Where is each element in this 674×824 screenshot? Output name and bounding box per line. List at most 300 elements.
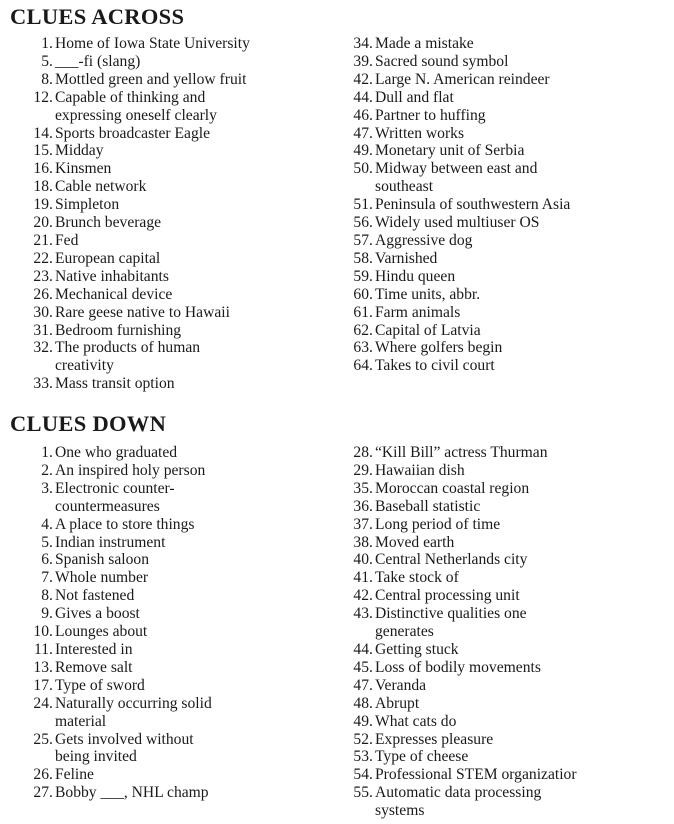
clue-text-line: Abrupt [375, 694, 420, 712]
clue-number-dot: . [369, 106, 373, 124]
clue-text-line: A place to store things [55, 515, 195, 533]
clue-number-dot: . [369, 160, 373, 178]
clue-number-dot: . [49, 231, 53, 249]
clue-number: 59 [353, 267, 369, 285]
clue-number-dot: . [49, 623, 53, 641]
clue-number: 12 [33, 88, 49, 106]
clue-item [342, 232, 674, 250]
clue-number-dot: . [369, 52, 373, 70]
clue-item [342, 268, 674, 286]
clue-item [22, 605, 346, 623]
clue-item [342, 357, 674, 375]
clue-number-dot: . [49, 766, 53, 784]
down-heading: CLUES DOWN [10, 411, 167, 436]
clue-text-line: Dull and flat [375, 88, 454, 106]
clue-number: 57 [353, 231, 369, 249]
clue-number: 39 [353, 52, 369, 70]
clue-number: 17 [33, 676, 49, 694]
clue-number: 49 [353, 712, 369, 730]
clue-number: 50 [353, 160, 369, 178]
clue-text [375, 160, 537, 196]
clue-number-dot: . [369, 231, 373, 249]
clue-text-line: Simpleton [55, 196, 120, 214]
clue-text-line: Spanish saloon [55, 551, 149, 569]
clue-number: 26 [33, 285, 49, 303]
clue-text [375, 784, 541, 820]
clue-item [22, 250, 346, 268]
clue-item [22, 462, 346, 480]
clue-number-dot: . [369, 497, 373, 515]
clue-text [55, 480, 175, 516]
clue-text [55, 641, 133, 659]
clue-item [22, 196, 346, 214]
down-clues-left-column [22, 444, 346, 802]
clue-number: 1 [41, 35, 49, 52]
clue-text [375, 125, 464, 143]
clue-number-dot: . [49, 196, 53, 214]
clue-number-dot: . [369, 730, 373, 748]
clue-number-dot: . [49, 533, 53, 551]
clue-text [375, 695, 419, 713]
clue-text [375, 498, 480, 516]
clue-text-line: Not fastened [55, 587, 135, 605]
clue-item [342, 196, 674, 214]
clue-number: 20 [33, 214, 49, 232]
clue-text-line: creativity [55, 357, 114, 375]
clue-text-line: countermeasures [55, 497, 160, 515]
clue-item [22, 268, 346, 286]
clue-text-line: Getting stuck [375, 640, 459, 658]
across-heading: CLUES ACROSS [10, 4, 185, 29]
clue-item [22, 516, 346, 534]
clue-text [375, 322, 481, 340]
clue-text [375, 339, 502, 357]
clue-text [55, 784, 209, 802]
clue-text-line: Varnished [375, 249, 438, 267]
clue-number: 8 [41, 70, 49, 88]
clue-text-line: An inspired holy person [55, 461, 206, 479]
clue-number-dot: . [369, 784, 373, 802]
clue-number: 41 [353, 569, 369, 587]
clue-number-dot: . [369, 444, 373, 461]
clue-number-dot: . [49, 285, 53, 303]
clue-text-line: Interested in [55, 640, 133, 658]
clue-number: 42 [353, 70, 369, 88]
clue-text-line: Written works [375, 124, 465, 142]
clue-text-line: Central processing unit [375, 587, 520, 605]
clue-number-dot: . [49, 142, 53, 160]
clue-text-line: southeast [375, 178, 434, 196]
clue-text [55, 160, 111, 178]
clue-number: 25 [33, 730, 49, 748]
clue-number: 43 [353, 605, 369, 623]
clue-number-dot: . [49, 321, 53, 339]
clue-number: 26 [33, 766, 49, 784]
clue-text-line: Professional STEM organizatior [375, 766, 577, 784]
clue-number-dot: . [369, 196, 373, 214]
clue-item [342, 641, 674, 659]
clue-number-dot: . [49, 160, 53, 178]
clue-number: 46 [353, 106, 369, 124]
clue-number: 44 [353, 640, 369, 658]
clue-number-dot: . [369, 303, 373, 321]
clue-text [375, 35, 474, 53]
clue-text-line: Indian instrument [55, 533, 166, 551]
clue-number: 37 [353, 515, 369, 533]
clue-item [342, 250, 674, 268]
clue-text-line: What cats do [375, 712, 457, 730]
clue-text-line: Midway between east and [375, 160, 538, 178]
clue-item [22, 551, 346, 569]
clue-number: 9 [41, 605, 49, 623]
clue-number-dot: . [369, 515, 373, 533]
clue-number-dot: . [369, 70, 373, 88]
clue-number: 47 [353, 124, 369, 142]
clue-text [55, 35, 250, 53]
clue-number-dot: . [49, 640, 53, 658]
clue-text [375, 480, 529, 498]
clue-number: 47 [353, 676, 369, 694]
clue-text-line: Take stock of [375, 569, 459, 587]
clue-text-line: Fed [55, 231, 79, 249]
clue-text-line: Whole number [55, 569, 149, 587]
clue-item [342, 587, 674, 605]
clue-item [22, 569, 346, 587]
clue-text-line: Type of cheese [375, 748, 469, 766]
clue-item [22, 53, 346, 71]
clue-number: 3 [41, 479, 49, 497]
clue-text-line: Time units, abbr. [375, 285, 481, 303]
clue-item [342, 462, 674, 480]
clue-number: 5 [41, 533, 49, 551]
clue-number: 14 [33, 124, 49, 142]
clue-item [342, 214, 674, 232]
clue-number-dot: . [49, 124, 53, 142]
clue-text-line: Capable of thinking and [55, 88, 206, 106]
clue-text [375, 516, 500, 534]
clue-number: 55 [353, 784, 369, 802]
clue-item [342, 731, 674, 749]
clue-text-line: Type of sword [55, 676, 145, 694]
clue-text-line: Electronic counter- [55, 479, 175, 497]
clue-text [55, 196, 119, 214]
clue-item [342, 142, 674, 160]
clue-text-line: Baseball statistic [375, 497, 481, 515]
clue-text [375, 587, 520, 605]
clue-text [375, 214, 539, 232]
clue-text [55, 71, 246, 89]
clue-item [22, 444, 346, 462]
clue-item [342, 53, 674, 71]
clue-number-dot: . [49, 214, 53, 232]
clue-text [375, 551, 527, 569]
clue-text [55, 89, 217, 125]
clue-item [22, 587, 346, 605]
clue-item [22, 659, 346, 677]
clue-item [342, 516, 674, 534]
clue-number-dot: . [49, 70, 53, 88]
clue-number: 30 [33, 303, 49, 321]
clue-item [342, 551, 674, 569]
clue-number-dot: . [369, 712, 373, 730]
clue-number-dot: . [369, 587, 373, 605]
clue-text [375, 107, 486, 125]
clue-item [22, 339, 346, 375]
clue-text [375, 641, 459, 659]
clue-item [22, 534, 346, 552]
clue-text [55, 766, 94, 784]
clue-number: 64 [353, 357, 369, 375]
clue-text-line: Capital of Latvia [375, 321, 481, 339]
clue-text-line: Home of Iowa State University [55, 35, 250, 52]
clue-text-line: Veranda [375, 676, 427, 694]
clue-text-line: Peninsula of southwestern Asia [375, 196, 571, 214]
clue-item [22, 731, 346, 767]
clue-number-dot: . [369, 748, 373, 766]
clue-number-dot: . [369, 321, 373, 339]
across-clues-left-column [22, 35, 346, 393]
clue-number-dot: . [369, 249, 373, 267]
clue-text [375, 748, 468, 766]
clue-number: 8 [41, 587, 49, 605]
clue-text [375, 89, 454, 107]
clue-item [22, 35, 346, 53]
clue-number: 2 [41, 461, 49, 479]
clue-text-line: One who graduated [55, 444, 178, 461]
clue-text [55, 551, 149, 569]
clue-text [375, 659, 541, 677]
clue-text-line: Widely used multiuser OS [375, 214, 540, 232]
clue-text [375, 286, 480, 304]
clue-number: 49 [353, 142, 369, 160]
clue-number-dot: . [369, 285, 373, 303]
clue-item [22, 623, 346, 641]
clue-number: 5 [41, 52, 49, 70]
clue-number-dot: . [49, 461, 53, 479]
clue-text-line: The products of human [55, 339, 201, 357]
clue-text [375, 605, 527, 641]
clue-item [22, 677, 346, 695]
clue-item [342, 695, 674, 713]
clue-number-dot: . [49, 479, 53, 497]
clue-text [55, 214, 161, 232]
clue-text-line: Gives a boost [55, 605, 140, 623]
across-clues-right-column [342, 35, 674, 375]
clue-item [22, 766, 346, 784]
clue-text [375, 713, 456, 731]
clue-number: 27 [33, 784, 49, 802]
clue-item [22, 142, 346, 160]
clue-text-line: Remove salt [55, 658, 133, 676]
clue-number: 23 [33, 267, 49, 285]
clue-text-line: “Kill Bill” actress Thurman [375, 444, 548, 461]
clue-number: 33 [33, 375, 49, 393]
clue-number: 60 [353, 285, 369, 303]
clue-item [342, 605, 674, 641]
clue-number: 34 [353, 35, 369, 52]
clue-number-dot: . [49, 303, 53, 321]
clue-text [375, 268, 455, 286]
clue-item [342, 322, 674, 340]
clue-number: 4 [41, 515, 49, 533]
clue-item [22, 125, 346, 143]
clue-item [22, 695, 346, 731]
clue-text-line: Where golfers begin [375, 339, 503, 357]
clue-text [55, 178, 146, 196]
clue-text [55, 286, 172, 304]
clue-number: 61 [353, 303, 369, 321]
clue-text-line: Rare geese native to Hawaii [55, 303, 230, 321]
clue-number: 10 [33, 623, 49, 641]
clue-item [22, 304, 346, 322]
clue-number: 56 [353, 214, 369, 232]
clue-item [342, 160, 674, 196]
clue-number-dot: . [369, 35, 373, 52]
clue-text-line: Native inhabitants [55, 267, 169, 285]
clue-item [22, 71, 346, 89]
clue-text-line: Made a mistake [375, 35, 474, 52]
clue-item [22, 641, 346, 659]
clue-text [55, 695, 212, 731]
clue-number: 51 [353, 196, 369, 214]
clue-text-line: systems [375, 802, 425, 820]
clue-number-dot: . [369, 533, 373, 551]
clue-number: 36 [353, 497, 369, 515]
clue-number: 21 [33, 231, 49, 249]
clue-item [22, 89, 346, 125]
clue-number: 44 [353, 88, 369, 106]
clue-item [342, 784, 674, 820]
clue-number: 24 [33, 694, 49, 712]
clue-number-dot: . [49, 339, 53, 357]
clue-item [342, 713, 674, 731]
clue-item [342, 498, 674, 516]
clue-text-line: being invited [55, 748, 137, 766]
clue-number-dot: . [369, 569, 373, 587]
clue-text-line: Farm animals [375, 303, 461, 321]
clue-number: 54 [353, 766, 369, 784]
clue-text [375, 534, 454, 552]
clue-text-line: expressing oneself clearly [55, 106, 217, 124]
clue-text [375, 304, 460, 322]
clue-text-line: Long period of time [375, 515, 501, 533]
clue-text [55, 534, 165, 552]
clue-text [375, 677, 426, 695]
clue-number-dot: . [49, 605, 53, 623]
clue-number-dot: . [49, 267, 53, 285]
clue-number: 45 [353, 658, 369, 676]
clue-number-dot: . [369, 658, 373, 676]
clue-text-line: Automatic data processing [375, 784, 542, 802]
clue-number-dot: . [369, 88, 373, 106]
clue-text-line: Monetary unit of Serbia [375, 142, 525, 160]
clue-number-dot: . [49, 35, 53, 52]
clue-text-line: Takes to civil court [375, 357, 495, 375]
clue-number-dot: . [369, 694, 373, 712]
clue-item [342, 107, 674, 125]
clue-text [55, 605, 140, 623]
clue-number: 35 [353, 479, 369, 497]
clue-text-line: Central Netherlands city [375, 551, 528, 569]
clue-text-line: Sacred sound symbol [375, 52, 509, 70]
clue-item [342, 677, 674, 695]
clue-text [375, 53, 508, 71]
clue-number-dot: . [49, 52, 53, 70]
clue-text-line: Midday [55, 142, 104, 160]
clue-item [342, 534, 674, 552]
clue-number-dot: . [49, 444, 53, 461]
clue-number-dot: . [369, 461, 373, 479]
clue-text-line: Gets involved without [55, 730, 194, 748]
clue-text [55, 375, 175, 393]
clue-number-dot: . [369, 605, 373, 623]
clue-number: 6 [41, 551, 49, 569]
clue-number: 63 [353, 339, 369, 357]
clue-text [55, 516, 194, 534]
clue-text [375, 250, 437, 268]
clue-item [22, 178, 346, 196]
clue-number-dot: . [369, 357, 373, 375]
clue-text-line: generates [375, 623, 434, 641]
clue-number: 7 [41, 569, 49, 587]
clue-number-dot: . [49, 730, 53, 748]
clue-number-dot: . [49, 249, 53, 267]
clue-text-line: Mottled green and yellow fruit [55, 70, 247, 88]
clue-number: 40 [353, 551, 369, 569]
clue-item [22, 232, 346, 250]
clue-number: 15 [33, 142, 49, 160]
clue-text-line: Mechanical device [55, 285, 173, 303]
clue-number-dot: . [369, 267, 373, 285]
clue-number: 58 [353, 249, 369, 267]
clue-number: 29 [353, 461, 369, 479]
clue-text-line: Bedroom furnishing [55, 321, 182, 339]
clue-text [375, 569, 459, 587]
clue-number: 19 [33, 196, 49, 214]
clue-text [375, 462, 465, 480]
clue-number-dot: . [369, 640, 373, 658]
clue-item [22, 375, 346, 393]
clue-number: 53 [353, 748, 369, 766]
clue-number-dot: . [49, 676, 53, 694]
clue-text-line: Bobby ___, NHL champ [55, 784, 209, 802]
clue-item [22, 214, 346, 232]
clue-text [375, 766, 577, 784]
clue-text-line: Sports broadcaster Eagle [55, 124, 211, 142]
clue-item [342, 304, 674, 322]
clue-number-dot: . [49, 515, 53, 533]
clue-item [342, 125, 674, 143]
clue-item [342, 71, 674, 89]
clue-text [55, 623, 147, 641]
clue-item [22, 480, 346, 516]
clue-text [55, 462, 205, 480]
clue-item [342, 748, 674, 766]
clue-text [375, 71, 550, 89]
clue-text-line: Large N. American reindeer [375, 70, 550, 88]
clue-text-line: Naturally occurring solid [55, 694, 212, 712]
clue-text [55, 125, 210, 143]
clue-number: 32 [33, 339, 49, 357]
clue-item [22, 160, 346, 178]
clue-text-line: Kinsmen [55, 160, 112, 178]
clue-text-line: Feline [55, 766, 94, 784]
clue-text-line: ___-fi (slang) [55, 52, 141, 70]
clue-text-line: material [55, 712, 107, 730]
clue-text [375, 232, 472, 250]
clue-number-dot: . [369, 142, 373, 160]
clue-text [55, 659, 133, 677]
